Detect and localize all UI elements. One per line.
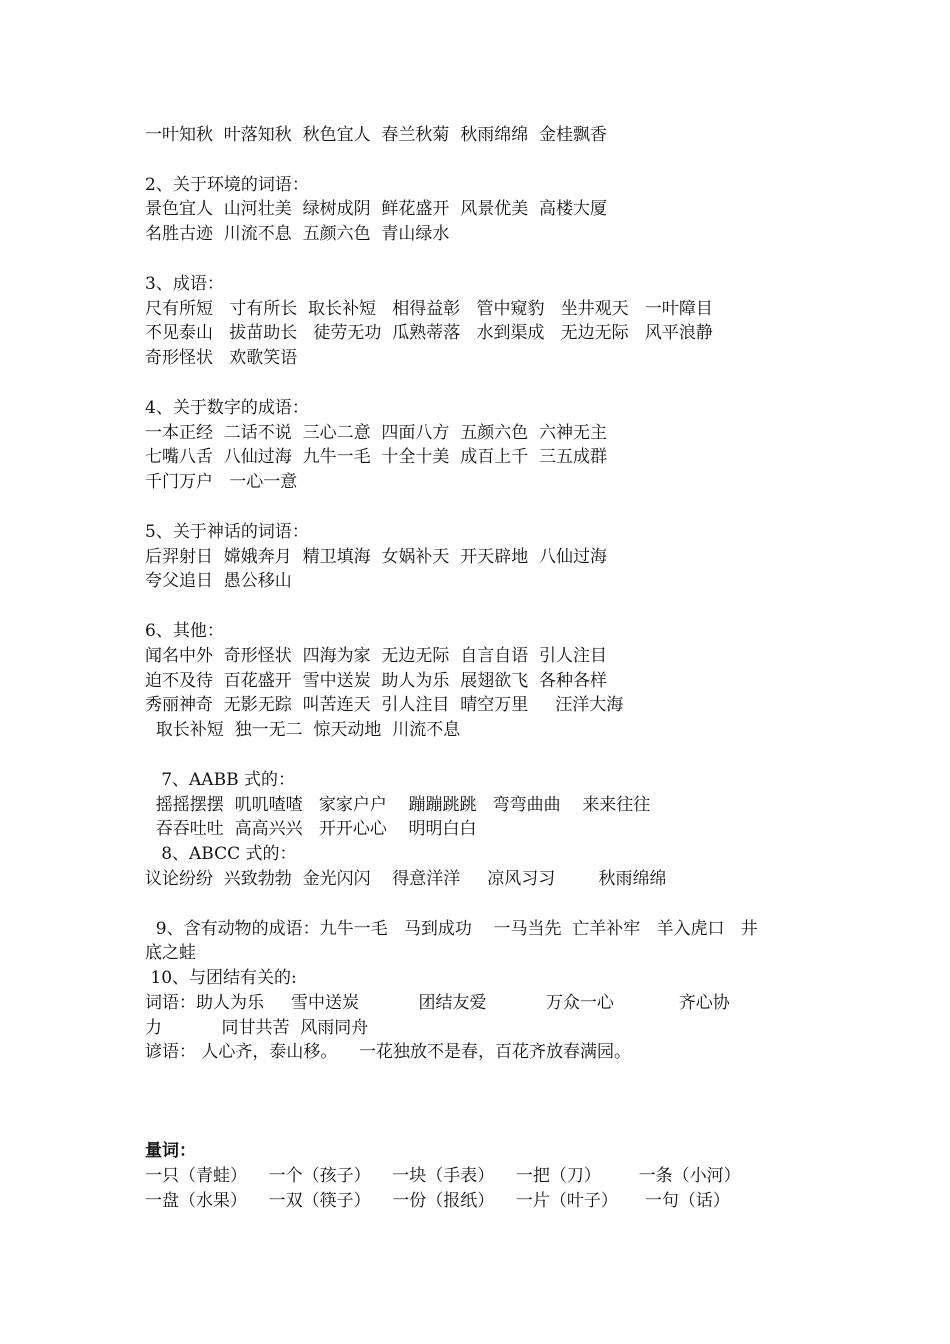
aabb-heading: 7、AABB 式的： — [145, 769, 295, 790]
spacer — [145, 892, 825, 917]
aabb-line: 吞吞吐吐 高高兴兴 开开心心 明明白白 — [145, 819, 477, 840]
animal-idioms-line: 底之蛙 — [145, 943, 196, 964]
unity-proverbs-line: 谚语： 人心齐，泰山移。 一花独放不是春，百花齐放春满园。 — [145, 1042, 632, 1063]
number-idioms-line: 七嘴八舌 八仙过海 九牛一毛 十全十美 成百上千 三五成群 — [145, 447, 608, 468]
spacer — [145, 495, 825, 520]
environment-heading: 2、关于环境的词语： — [145, 174, 309, 195]
myth-words-heading: 5、关于神话的词语： — [145, 521, 309, 542]
spacer — [145, 594, 825, 619]
idioms-heading: 3、成语： — [145, 273, 224, 294]
number-idioms-heading: 4、关于数字的成语： — [145, 397, 309, 418]
measure-words-line: 一只（青蛙） 一个（孩子） 一块（手表） 一把（刀） 一条（小河） — [145, 1166, 741, 1187]
idioms-line: 不见泰山 拔苗助长 徒劳无功 瓜熟蒂落 水到渠成 无边无际 风平浪静 — [145, 323, 713, 344]
other-words-line: 迫不及待 百花盛开 雪中送炭 助人为乐 展翅欲飞 各种各样 — [145, 670, 608, 691]
spacer — [145, 148, 825, 173]
document-page — [145, 123, 825, 1214]
idioms-line: 奇形怪状 欢歌笑语 — [145, 348, 298, 369]
environment-line: 景色宜人 山河壮美 绿树成阴 鲜花盛开 风景优美 高楼大厦 — [145, 199, 608, 220]
number-idioms-line: 一本正经 二话不说 三心二意 四面八方 五颜六色 六神无主 — [145, 422, 608, 443]
aabb-line: 摇摇摆摆 叽叽喳喳 家家户户 蹦蹦跳跳 弯弯曲曲 来来往往 — [145, 794, 651, 815]
measure-words-heading: 量词： — [145, 1141, 196, 1162]
autumn-idioms-line: 一叶知秋 叶落知秋 秋色宜人 春兰秋菊 秋雨绵绵 金桂飘香 — [145, 125, 608, 145]
unity-heading: 10、与团结有关的: — [145, 968, 297, 989]
idioms-line: 尺有所短 寸有所长 取长补短 相得益彰 管中窥豹 坐井观天 一叶障目 — [145, 298, 713, 319]
abcc-heading: 8、ABCC 式的： — [145, 844, 297, 865]
myth-words-line: 后羿射日 嫦娥奔月 精卫填海 女娲补天 开天辟地 八仙过海 — [145, 546, 608, 567]
other-words-line: 取长补短 独一无二 惊天动地 川流不息 — [145, 720, 461, 741]
measure-words-line: 一盘（水果） 一双（筷子） 一份（报纸） 一片（叶子） 一句（话） — [145, 1190, 730, 1211]
spacer — [145, 371, 825, 396]
other-words-heading: 6、其他： — [145, 620, 224, 641]
other-words-line: 秀丽神奇 无影无踪 叫苦连天 引人注目 晴空万里 汪洋大海 — [145, 695, 624, 716]
abcc-line: 议论纷纷 兴致勃勃 金光闪闪 得意洋洋 凉风习习 秋雨绵绵 — [145, 868, 667, 889]
spacer — [145, 743, 825, 768]
myth-words-line: 夸父追日 愚公移山 — [145, 571, 292, 592]
spacer — [145, 247, 825, 272]
other-words-line: 闻名中外 奇形怪状 四海为家 无边无际 自言自语 引人注目 — [145, 645, 608, 666]
spacer — [145, 1065, 825, 1139]
number-idioms-line: 千门万户 一心一意 — [145, 472, 298, 493]
animal-idioms-line: 9、含有动物的成语：九牛一毛 马到成功 一马当先 亡羊补牢 羊入虎口 井 — [145, 918, 758, 939]
unity-words-line: 词语：助人为乐 雪中送炭 团结友爱 万众一心 齐心协 — [145, 992, 730, 1013]
environment-line: 名胜古迹 川流不息 五颜六色 青山绿水 — [145, 224, 450, 245]
unity-words-line: 力 同甘共苦 风雨同舟 — [145, 1017, 369, 1038]
